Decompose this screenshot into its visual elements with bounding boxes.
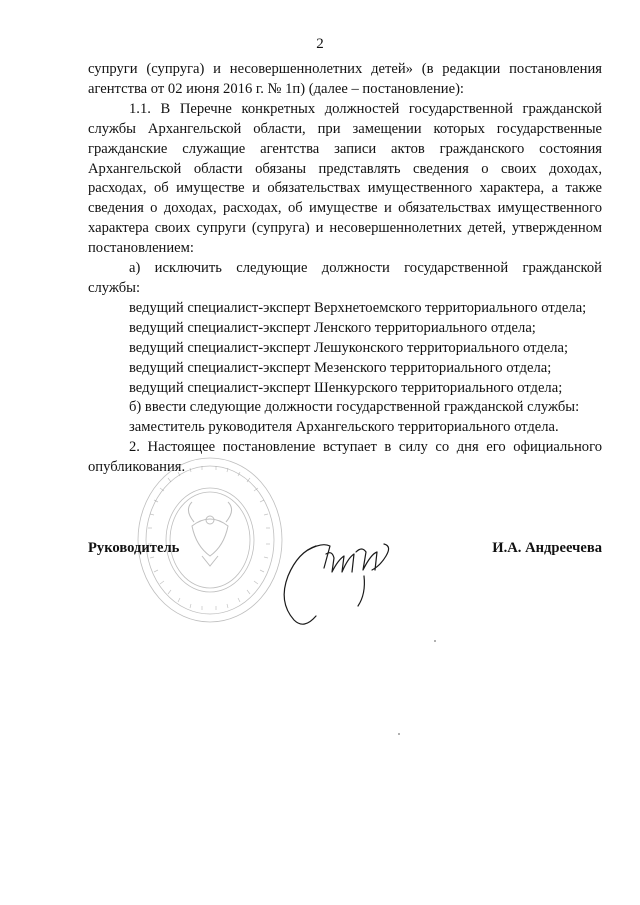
signatory-title: Руководитель: [88, 540, 180, 556]
position-item-shenkursky: ведущий специалист-эксперт Шенкурского территориального отдела;: [129, 379, 563, 396]
handwritten-signature-icon: [268, 520, 408, 630]
scan-speck: [434, 640, 436, 642]
scan-speck: [398, 733, 400, 735]
paragraph-item-b: б) ввести следующие должности государственной гражданской службы:: [129, 399, 580, 416]
document-body: [88, 60, 602, 478]
position-item-mezensky: ведущий специалист-эксперт Мезенского территориального отдела;: [129, 359, 552, 376]
position-item-lensky: ведущий специалист-эксперт Ленского территориального отдела;: [129, 319, 536, 336]
signatory-name: И.А. Андреечева: [492, 540, 602, 556]
paragraph-2: 2. Настоящее постановление вступает в силу со дня его официального опубликования.: [88, 439, 602, 476]
paragraph-1-1: 1.1. В Перечне конкретных должностей государственной гражданской службы Архангельской области, при замещении которых государственные гражданские служащие агентства записи актов гражданского состояния Архангельской области обязаны представлять сведения о своих доходах, расходах, об имуществе и обязательствах имущественного характера, а также сведения о доходах, расходах, об имуществе и обязательствах имущественного характера своих супруги (супруга) и несовершеннолетних детей, утвержденном постановлением:: [88, 100, 602, 257]
position-item-verkhnetoemsky: ведущий специалист-эксперт Верхнетоемского территориального отдела;: [129, 299, 587, 316]
signature-block: [88, 540, 602, 562]
official-seal-icon: [130, 448, 290, 628]
paragraph-item-a: а) исключить следующие должности государственной гражданской службы:: [88, 260, 602, 296]
page-number: 2: [316, 36, 324, 52]
position-item-leshukonsky: ведущий специалист-эксперт Лешуконского территориального отдела;: [129, 339, 569, 356]
paragraph-continuation: супруги (супруга) и несовершеннолетних детей» (в редакции постановления агентства от 02 июня 2016 г. № 1п) (далее – постановление):: [88, 61, 602, 97]
position-item-deputy-head: заместитель руководителя Архангельского территориального отдела.: [129, 419, 559, 436]
